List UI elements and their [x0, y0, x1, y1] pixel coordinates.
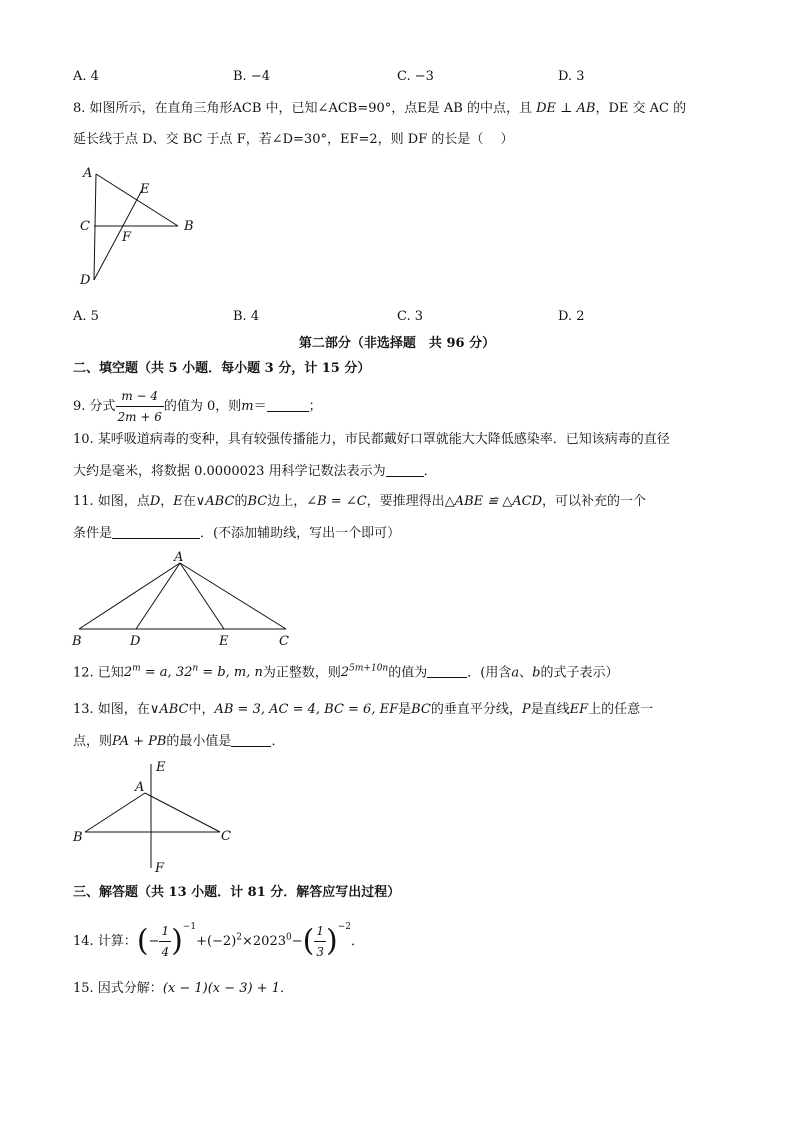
q11-figure	[66, 546, 306, 650]
q8-label-b: B	[184, 219, 194, 234]
q13-line2: 点，则PA + PB的最小值是 ．	[73, 734, 285, 749]
q14-fraction-1: $\frac{1}{4}$	[161, 924, 170, 959]
q8-label-f: F	[122, 230, 132, 245]
q8-option-d: D. 2	[558, 309, 585, 324]
q13-figure	[70, 756, 240, 876]
q13-label-e: E	[156, 760, 166, 775]
q8-figure	[74, 162, 204, 290]
q9: 9. 分式 $\frac{m - 4}{2m + 6}$ 的值为 0，则m＝ ；	[73, 389, 322, 424]
q13-line1: 13. 如图，在∨ABC中，AB = 3, AC = 4, BC = 6, EF是BC的垂直平分线，P是直线EF上的任意一	[73, 702, 654, 717]
q8-label-d: D	[80, 273, 91, 288]
q13-blank	[231, 734, 271, 747]
q11-label-d: D	[130, 634, 141, 649]
q11-line2: 条件是 ．(不添加辅助线，写出一个即可）	[73, 526, 401, 541]
q11-label-a: A	[174, 550, 184, 565]
q8-option-a: A. 5	[73, 309, 99, 324]
q10-line2: 大约是毫米，将数据 0.0000023 用科学记数法表示为 ．	[73, 464, 437, 479]
q11-label-e: E	[219, 634, 229, 649]
q7-option-c: C. −3	[397, 69, 434, 84]
q7-option-a: A. 4	[73, 69, 99, 84]
q8-label-c: C	[80, 219, 90, 234]
q8-line1: 8. 如图所示，在直角三角形ACB 中，已知∠ACB=90°，点E是 AB 的中点，且 DE ⊥ AB，DE 交 AC 的	[73, 101, 687, 116]
q7-option-b: B. −4	[233, 69, 270, 84]
q9-blank	[267, 399, 309, 412]
q12-blank	[427, 665, 467, 678]
q11-label-c: C	[279, 634, 289, 649]
q15: 15. 因式分解：(x − 1)(x − 3) + 1．	[73, 981, 294, 996]
q8-label-e: E	[140, 182, 150, 197]
q8-option-c: C. 3	[397, 309, 424, 324]
q11-label-b: B	[72, 634, 82, 649]
section2-title: 二、填空题（共 5 小题．每小题 3 分，计 15 分）	[73, 361, 371, 376]
section3-title: 三、解答题（共 13 小题．计 81 分．解答应写出过程）	[73, 885, 401, 900]
q7-option-d: D. 3	[558, 69, 585, 84]
q13-label-a: A	[135, 780, 145, 795]
q8-line2: 延长线于点 D、交 BC 于点 F，若∠D=30°，EF=2，则 DF 的长是（ ）	[73, 132, 514, 147]
q13-label-f: F	[155, 861, 165, 876]
q9-fraction: $\frac{m - 4}{2m + 6}$	[117, 389, 162, 424]
q10-blank	[386, 464, 424, 477]
q11-line1: 11. 如图，点D，E在∨ABC的BC边上，∠B = ∠C，要推理得出△ABE ≌ △ACD，可以补充的一个	[73, 494, 647, 509]
q13-label-b: B	[73, 830, 83, 845]
q10-line1: 10. 某呼吸道病毒的变种，具有较强传播能力，市民都戴好口罩就能大大降低感染率．已知该病毒的直径	[73, 432, 670, 447]
q14-fraction-2: $\frac{1}{3}$	[316, 924, 324, 959]
q13-label-c: C	[221, 829, 231, 844]
q8-label-a: A	[83, 166, 93, 181]
part2-title: 第二部分（非选择题 共 96 分）	[298, 336, 496, 351]
q11-blank	[112, 526, 200, 539]
q14: 14. 计算：(− $\frac{1}{4}$ )$^{-1}+(-2)^2\times 2023^0-$( $\frac{1}{3}$ )$^{-2}$．	[73, 922, 365, 959]
q12: 12. 已知$2^m = a$, $32^n = b$, m, n为正整数，则$2^{5m+10n}$的值为 ．(用含a、b的式子表示）	[73, 664, 619, 681]
q8-option-b: B. 4	[233, 309, 260, 324]
